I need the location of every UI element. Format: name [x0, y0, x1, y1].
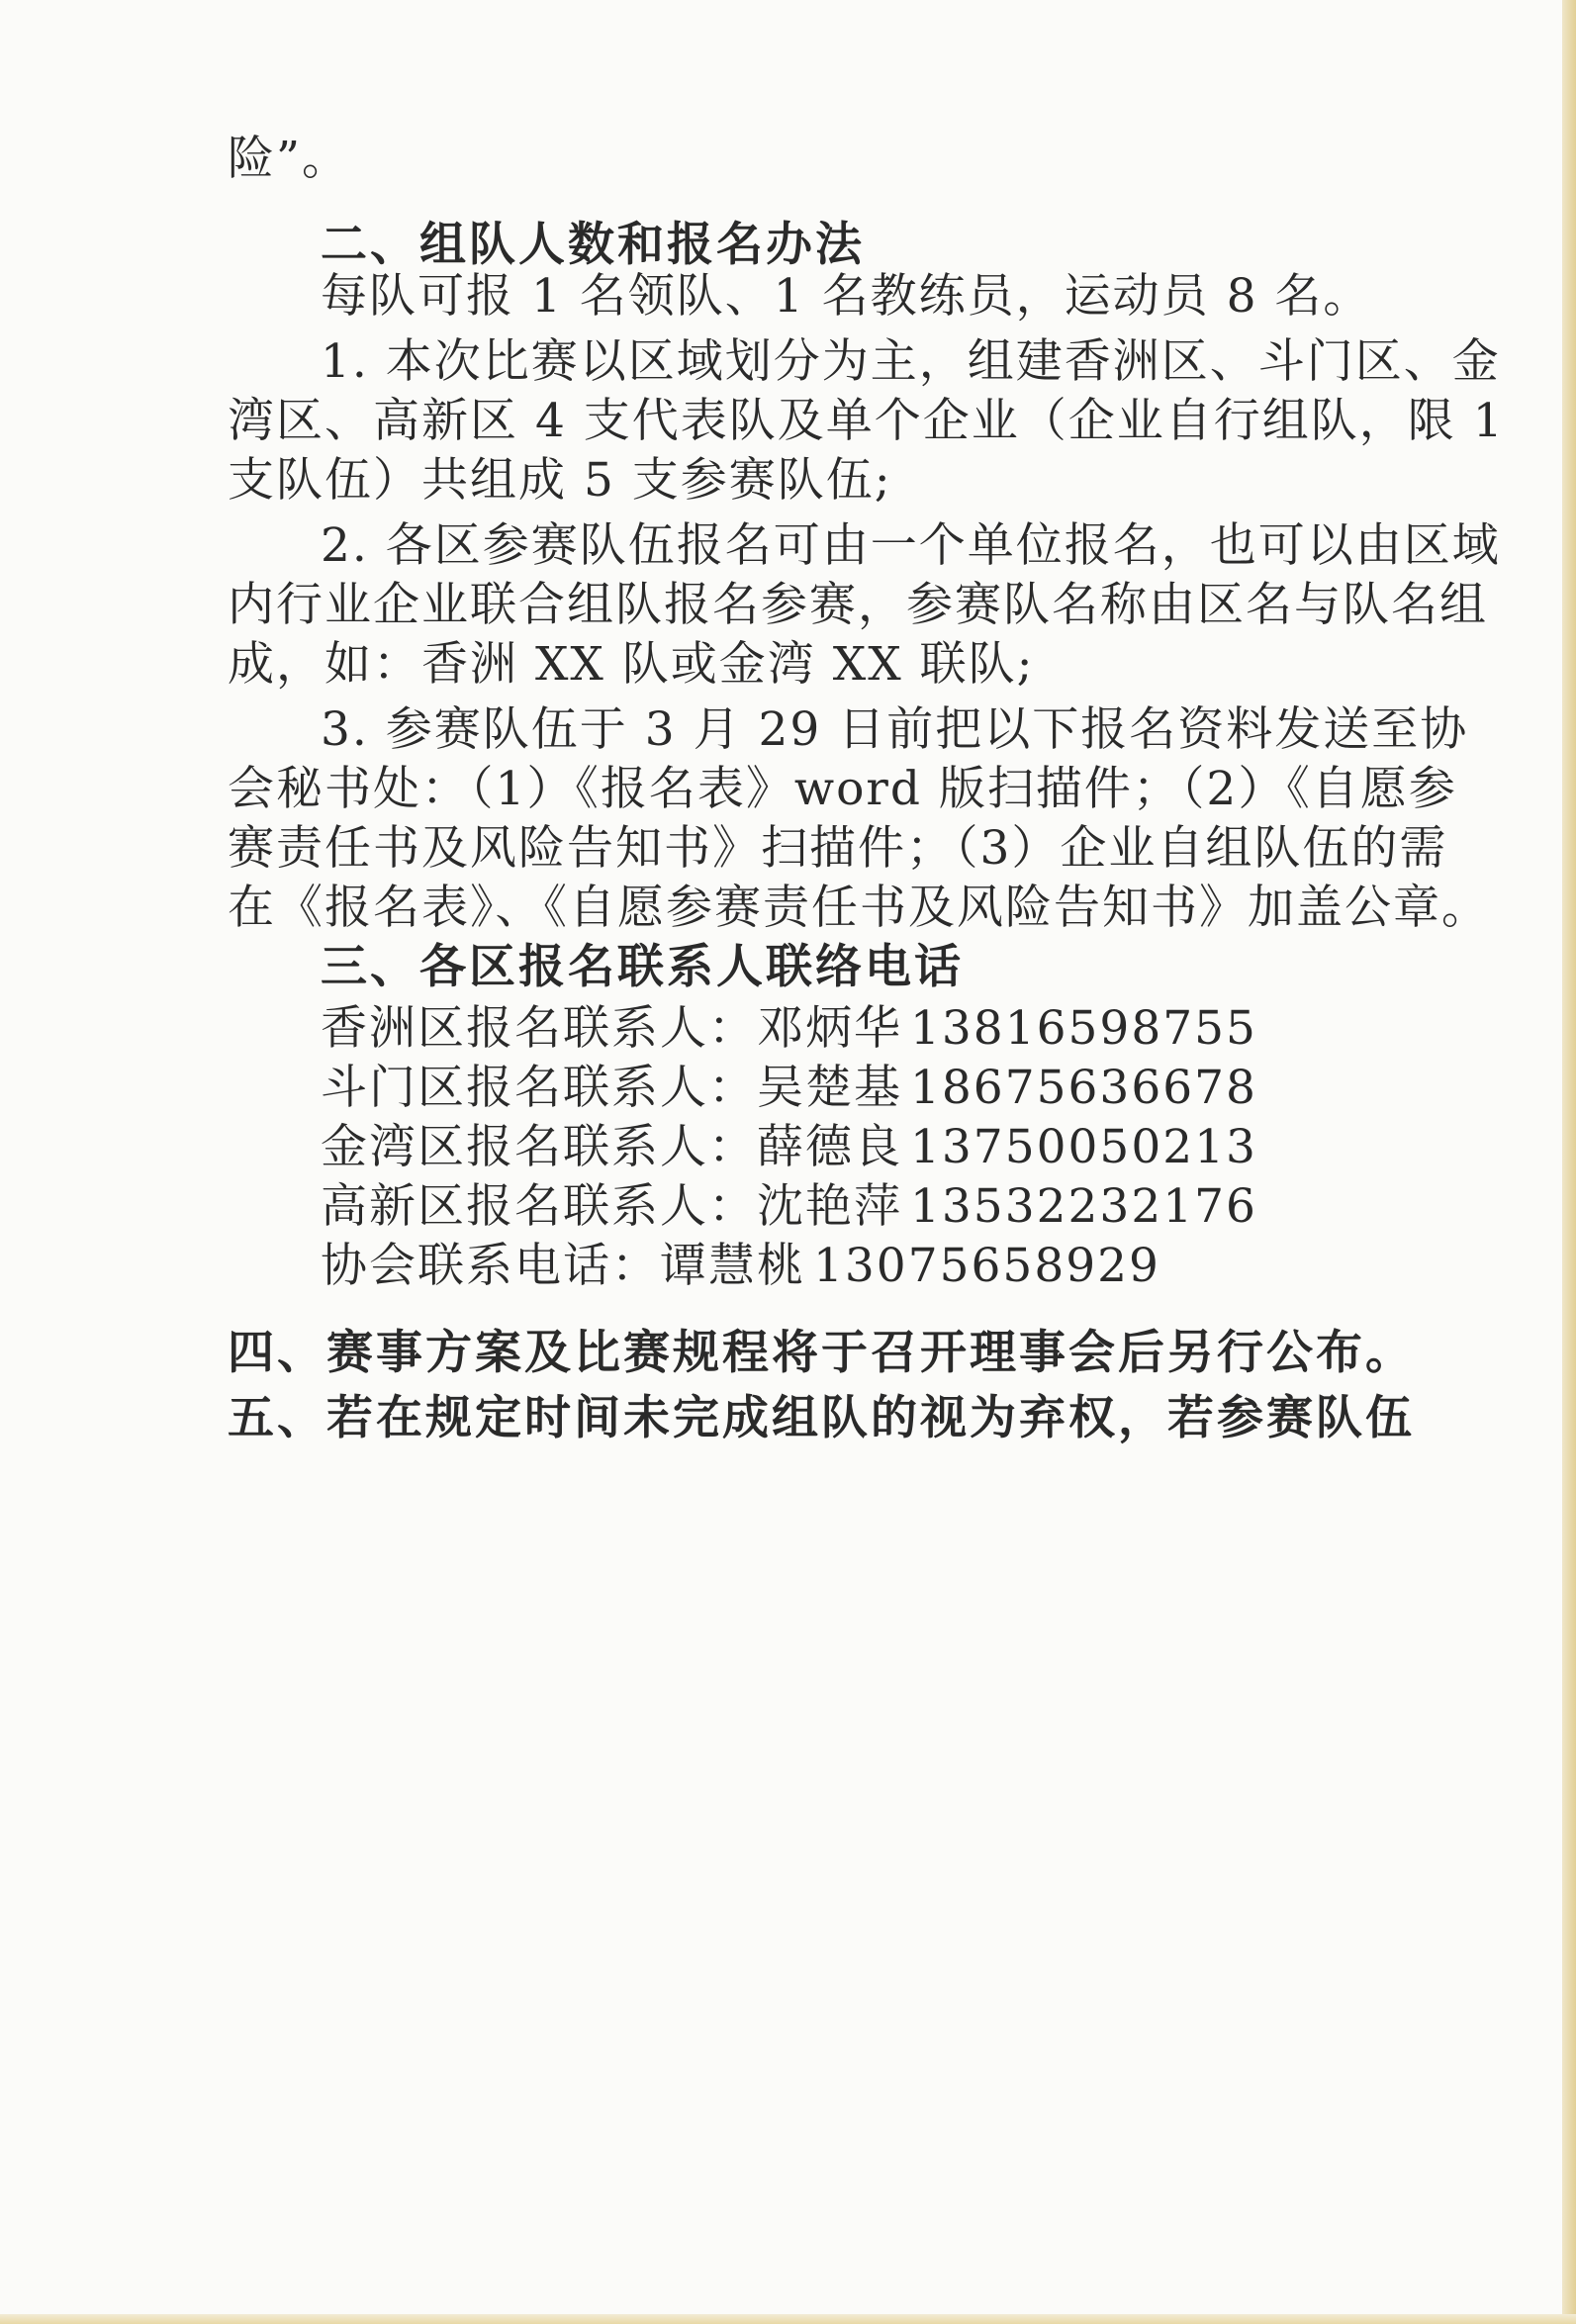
contact-name: 吴楚基 [757, 1061, 902, 1115]
contact-name: 邓炳华 [757, 1001, 902, 1056]
section-2-heading: 二、组队人数和报名办法 [321, 218, 865, 272]
section-2-intro: 每队可报 1 名领队、1 名教练员，运动员 8 名。 [321, 269, 1372, 324]
contact-label: 高新区报名联系人： [321, 1179, 757, 1234]
contact-name: 沈艳萍 [757, 1179, 902, 1234]
contact-label: 协会联系电话： [321, 1239, 660, 1293]
page-edge-right [1562, 0, 1576, 2324]
item-2-line-2: 内行业企业联合组队报名参赛，参赛队名称由区名与队名组 [228, 578, 1488, 632]
section-4-heading: 四、赛事方案及比赛规程将于召开理事会后另行公布。 [228, 1326, 1415, 1380]
contact-phone: 13532232176 [910, 1179, 1257, 1234]
item-3-line-1: 3. 参赛队伍于 3 月 29 日前把以下报名资料发送至协 [321, 702, 1469, 757]
contact-row-doumen [321, 1061, 1257, 1116]
contact-row-gaoxin [321, 1179, 1257, 1235]
item-1-line-3: 支队伍）共组成 5 支参赛队伍; [228, 453, 892, 508]
item-2-line-3: 成，如：香洲 XX 队或金湾 XX 联队; [228, 637, 1035, 692]
contact-row-xiangzhou [321, 1001, 1257, 1057]
continuation-text: 险”。 [228, 132, 351, 186]
contact-phone: 13075658929 [813, 1239, 1160, 1293]
item-3-line-2: 会秘书处：（1）《报名表》word 版扫描件；（2）《自愿参 [228, 762, 1457, 816]
section-3-heading: 三、各区报名联系人联络电话 [321, 940, 964, 994]
contact-label: 金湾区报名联系人： [321, 1120, 757, 1174]
section-5-heading: 五、若在规定时间未完成组队的视为弃权，若参赛队伍 [228, 1391, 1415, 1445]
item-2-line-1: 2. 各区参赛队伍报名可由一个单位报名，也可以由区域 [321, 518, 1501, 573]
contact-row-association [321, 1239, 1160, 1294]
contact-label: 斗门区报名联系人： [321, 1061, 757, 1115]
contact-name: 谭慧桃 [660, 1239, 805, 1293]
contact-phone: 13750050213 [910, 1120, 1257, 1174]
contact-phone: 18675636678 [910, 1061, 1257, 1115]
contact-label: 香洲区报名联系人： [321, 1001, 757, 1056]
contact-row-jinwan [321, 1120, 1257, 1175]
item-1-line-1: 1. 本次比赛以区域划分为主，组建香洲区、斗门区、金 [321, 334, 1501, 389]
item-1-line-2: 湾区、高新区 4 支代表队及单个企业（企业自行组队，限 1 [228, 394, 1505, 448]
document-body [228, 0, 1505, 2324]
item-3-line-3: 赛责任书及风险告知书》扫描件；（3）企业自组队伍的需 [228, 821, 1448, 876]
item-3-line-4: 在《报名表》、《自愿参赛责任书及风险告知书》加盖公章。 [228, 881, 1490, 935]
contact-phone: 13816598755 [910, 1001, 1257, 1056]
contact-name: 薛德良 [757, 1120, 902, 1174]
